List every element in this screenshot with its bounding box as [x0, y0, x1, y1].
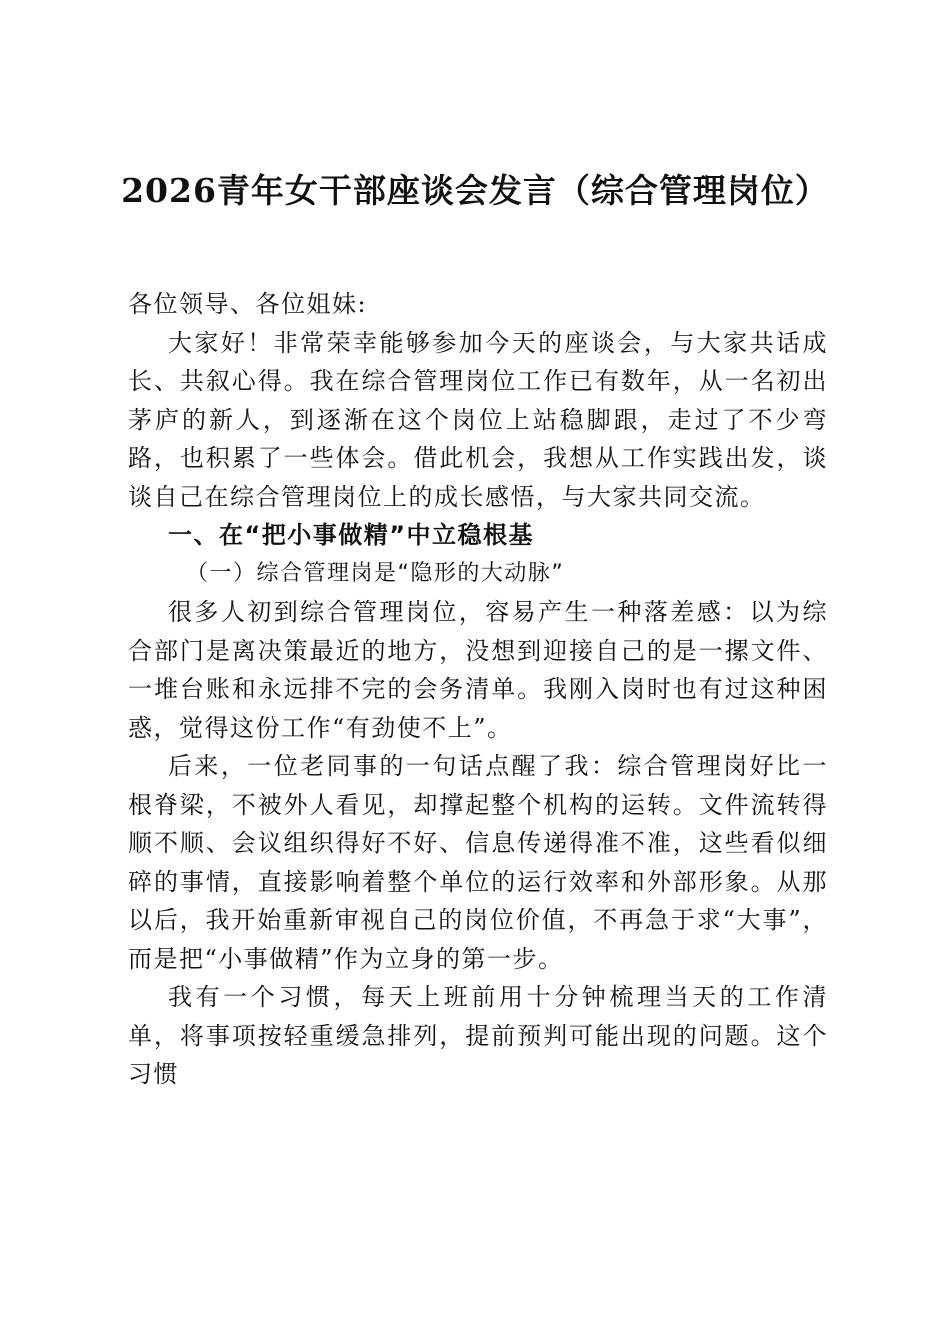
- document-title: 2026青年女干部座谈会发言（综合管理岗位）: [121, 171, 829, 210]
- intro-paragraph: 大家好！非常荣幸能够参加今天的座谈会，与大家共话成长、共叙心得。我在综合管理岗位工作已有数年，从一名初出茅庐的新人，到逐渐在这个岗位上站稳脚跟，走过了不少弯路，也积累了一些体会。借此机会，我想从工作实践出发，谈谈自己在综合管理岗位上的成长感悟，与大家共同交流。: [128, 328, 828, 511]
- body-paragraph: 后来，一位老同事的一句话点醒了我：综合管理岗好比一根脊梁，不被外人看见，却撑起整个机构的运转。文件流转得顺不顺、会议组织得好不好、信息传递得准不准，这些看似细碎的事情，直接影响着整个单位的运行效率和外部形象。从那以后，我开始重新审视自己的岗位价值，不再急于求“大事”，而是把“小事做精”作为立身的第一步。: [128, 752, 828, 973]
- section-heading: 一、在“把小事做精”中立稳根基: [168, 521, 535, 549]
- body-paragraph: 很多人初到综合管理岗位，容易产生一种落差感：以为综合部门是离决策最近的地方，没想到迎接自己的是一摞文件、一堆台账和永远排不完的会务清单。我刚入岗时也有过这种困惑，觉得这份工作“有劲使不上”。: [128, 598, 828, 742]
- subsection-heading: （一）综合管理岗是“隐形的大动脉”: [186, 560, 565, 586]
- document-body: [128, 285, 828, 1094]
- salutation: 各位领导、各位姐妹:: [128, 290, 368, 318]
- body-paragraph: 我有一个习惯，每天上班前用十分钟梳理当天的工作清单，将事项按轻重缓急排列，提前预判可能出现的问题。这个习惯: [128, 983, 828, 1088]
